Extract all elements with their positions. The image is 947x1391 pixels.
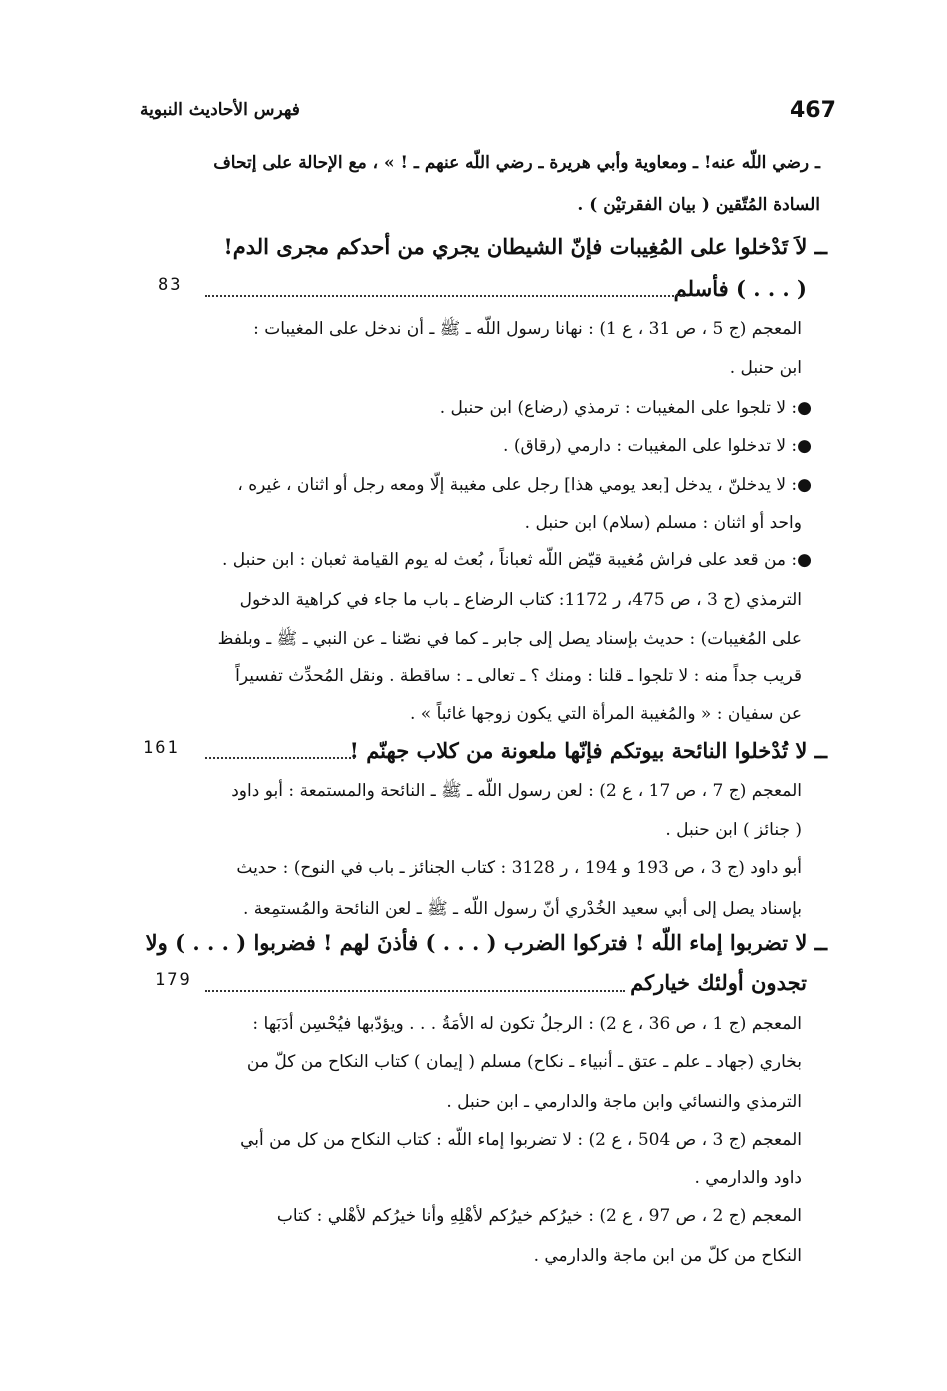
page-number: 467: [790, 98, 836, 123]
text-line: ( جنائز ) ابن حنبل .: [665, 820, 802, 840]
hadith-heading: ــ لا تضربوا إماء اللّه ! فتركوا الضرب ( . . . ) فأذنَ لهم ! فضربوا ( . . . ) ولا: [145, 930, 827, 955]
reference-number: 83: [158, 275, 183, 295]
hadith-heading: ــ لاَ تَدْخلوا على المُغِيبات فإنّ الشيطان يجري من أحدكم مجرى الدم!: [223, 234, 827, 259]
dot-leader: [205, 295, 685, 297]
text-line: ابن حنبل .: [729, 358, 802, 378]
text-line: بخاري (جهاد ـ علم ـ عتق ـ أنبياء ـ نكاح) مسلم ( إيمان ) كتاب النكاح من كلّ من: [246, 1052, 802, 1072]
text-line: الترمذي (ج 3 ، ص 475، ر 1172: كتاب الرضاع ـ باب ما جاء في كراهية الدخول: [239, 590, 802, 610]
text-line: المعجم (ج 7 ، ص 17 ، ع 2) : لعن رسول اللّه ـ ﷺ ـ النائحة والمستمعة : أبو داود: [231, 781, 802, 801]
text-line: المعجم (ج 1 ، ص 36 ، ع 2) : الرجلُ تكون له الأمَةُ . . . ويؤدّبها فيُحْسِن أدَبَها :: [252, 1014, 802, 1034]
dot-leader: [205, 990, 625, 992]
text-line: النكاح من كلّ من ابن ماجة والدارمي .: [533, 1246, 802, 1266]
hadith-heading: تجدون أولئك خياركم: [630, 970, 807, 995]
text-line: السادة المُتّقين ( بيان الفقرتيْن ) .: [577, 195, 820, 215]
text-line: الترمذي والنسائي وابن ماجة والدارمي ـ ابن حنبل .: [446, 1092, 802, 1112]
text-line: عن سفيان : « والمُغيبة المرأة التي يكون زوجها غائباً » .: [410, 704, 802, 724]
hadith-heading: ــ لا تُدْخلوا النائحة بيوتكم فإنّها ملعونة من كلاب جهنّم !: [349, 738, 827, 763]
dot-leader: [205, 757, 355, 759]
text-line: بإسناد يصل إلى أبي سعيد الخُدْري أنّ رسول اللّه ـ ﷺ ـ لعن النائحة والمُستمِعة .: [242, 899, 802, 919]
text-line: داود والدارمي .: [694, 1168, 802, 1188]
text-line: ●: لا تدخلوا على المغيبات : دارمي (رقاق) .: [503, 436, 812, 456]
text-line: المعجم (ج 5 ، ص 31 ، ع 1) : نهانا رسول اللّه ـ ﷺ ـ أن ندخل على المغيبات :: [253, 319, 802, 339]
text-line: أبو داود (ج 3 ، ص 193 و 194 ، ر 3128 : كتاب الجنائز ـ باب في النوح) : حديث: [236, 858, 802, 878]
text-line: ●: من قعد على فراش مُغيبة قيّض اللّه ثعباناً ، بُعث له يوم القيامة ثعبان : ابن حنبل .: [222, 550, 812, 570]
text-line: المعجم (ج 2 ، ص 97 ، ع 2) : خيرُكم خيرُكم لأهْلِهِ وأنا خيرُكم لأهْلي : كتاب: [276, 1206, 802, 1226]
hadith-heading: ( . . . ) فأسلم: [673, 276, 807, 301]
page-header: [140, 98, 836, 130]
text-line: واحد أو اثنان : مسلم (سلام) ابن حنبل .: [524, 513, 802, 533]
text-line: ●: لا يدخلنّ ، يدخل [بعد يومي هذا] رجل على مغيبة إلّا ومعه رجل أو اثنان ، غيره ،: [237, 475, 812, 495]
running-title: فهرس الأحاديث النبوية: [140, 100, 300, 120]
text-line: ●: لا تلجوا على المغيبات : ترمذي (رضاع) ابن حنبل .: [439, 398, 812, 418]
text-line: على المُغيبات) : حديث بإسناد يصل إلى جابر ـ كما في نصّنا ـ عن النبي ـ ﷺ ـ وبلفظ: [217, 629, 802, 649]
reference-number: 179: [155, 970, 192, 990]
text-line: ـ رضي اللّه عنه! ـ ومعاوية وأبي هريرة ـ رضي اللّه عنهم ـ ! » ، مع الإحالة على إتحاف: [213, 153, 820, 173]
reference-number: 161: [143, 738, 180, 758]
text-line: قريب جداً منه : لا تلجوا ـ قلنا : ومنك ؟ ـ تعالى ـ : ساقطة . ونقل المُحدِّث تفسيراً: [235, 666, 802, 686]
text-line: المعجم (ج 3 ، ص 504 ، ع 2) : لا تضربوا إماء اللّه : كتاب النكاح من كل من أبي: [240, 1130, 802, 1150]
